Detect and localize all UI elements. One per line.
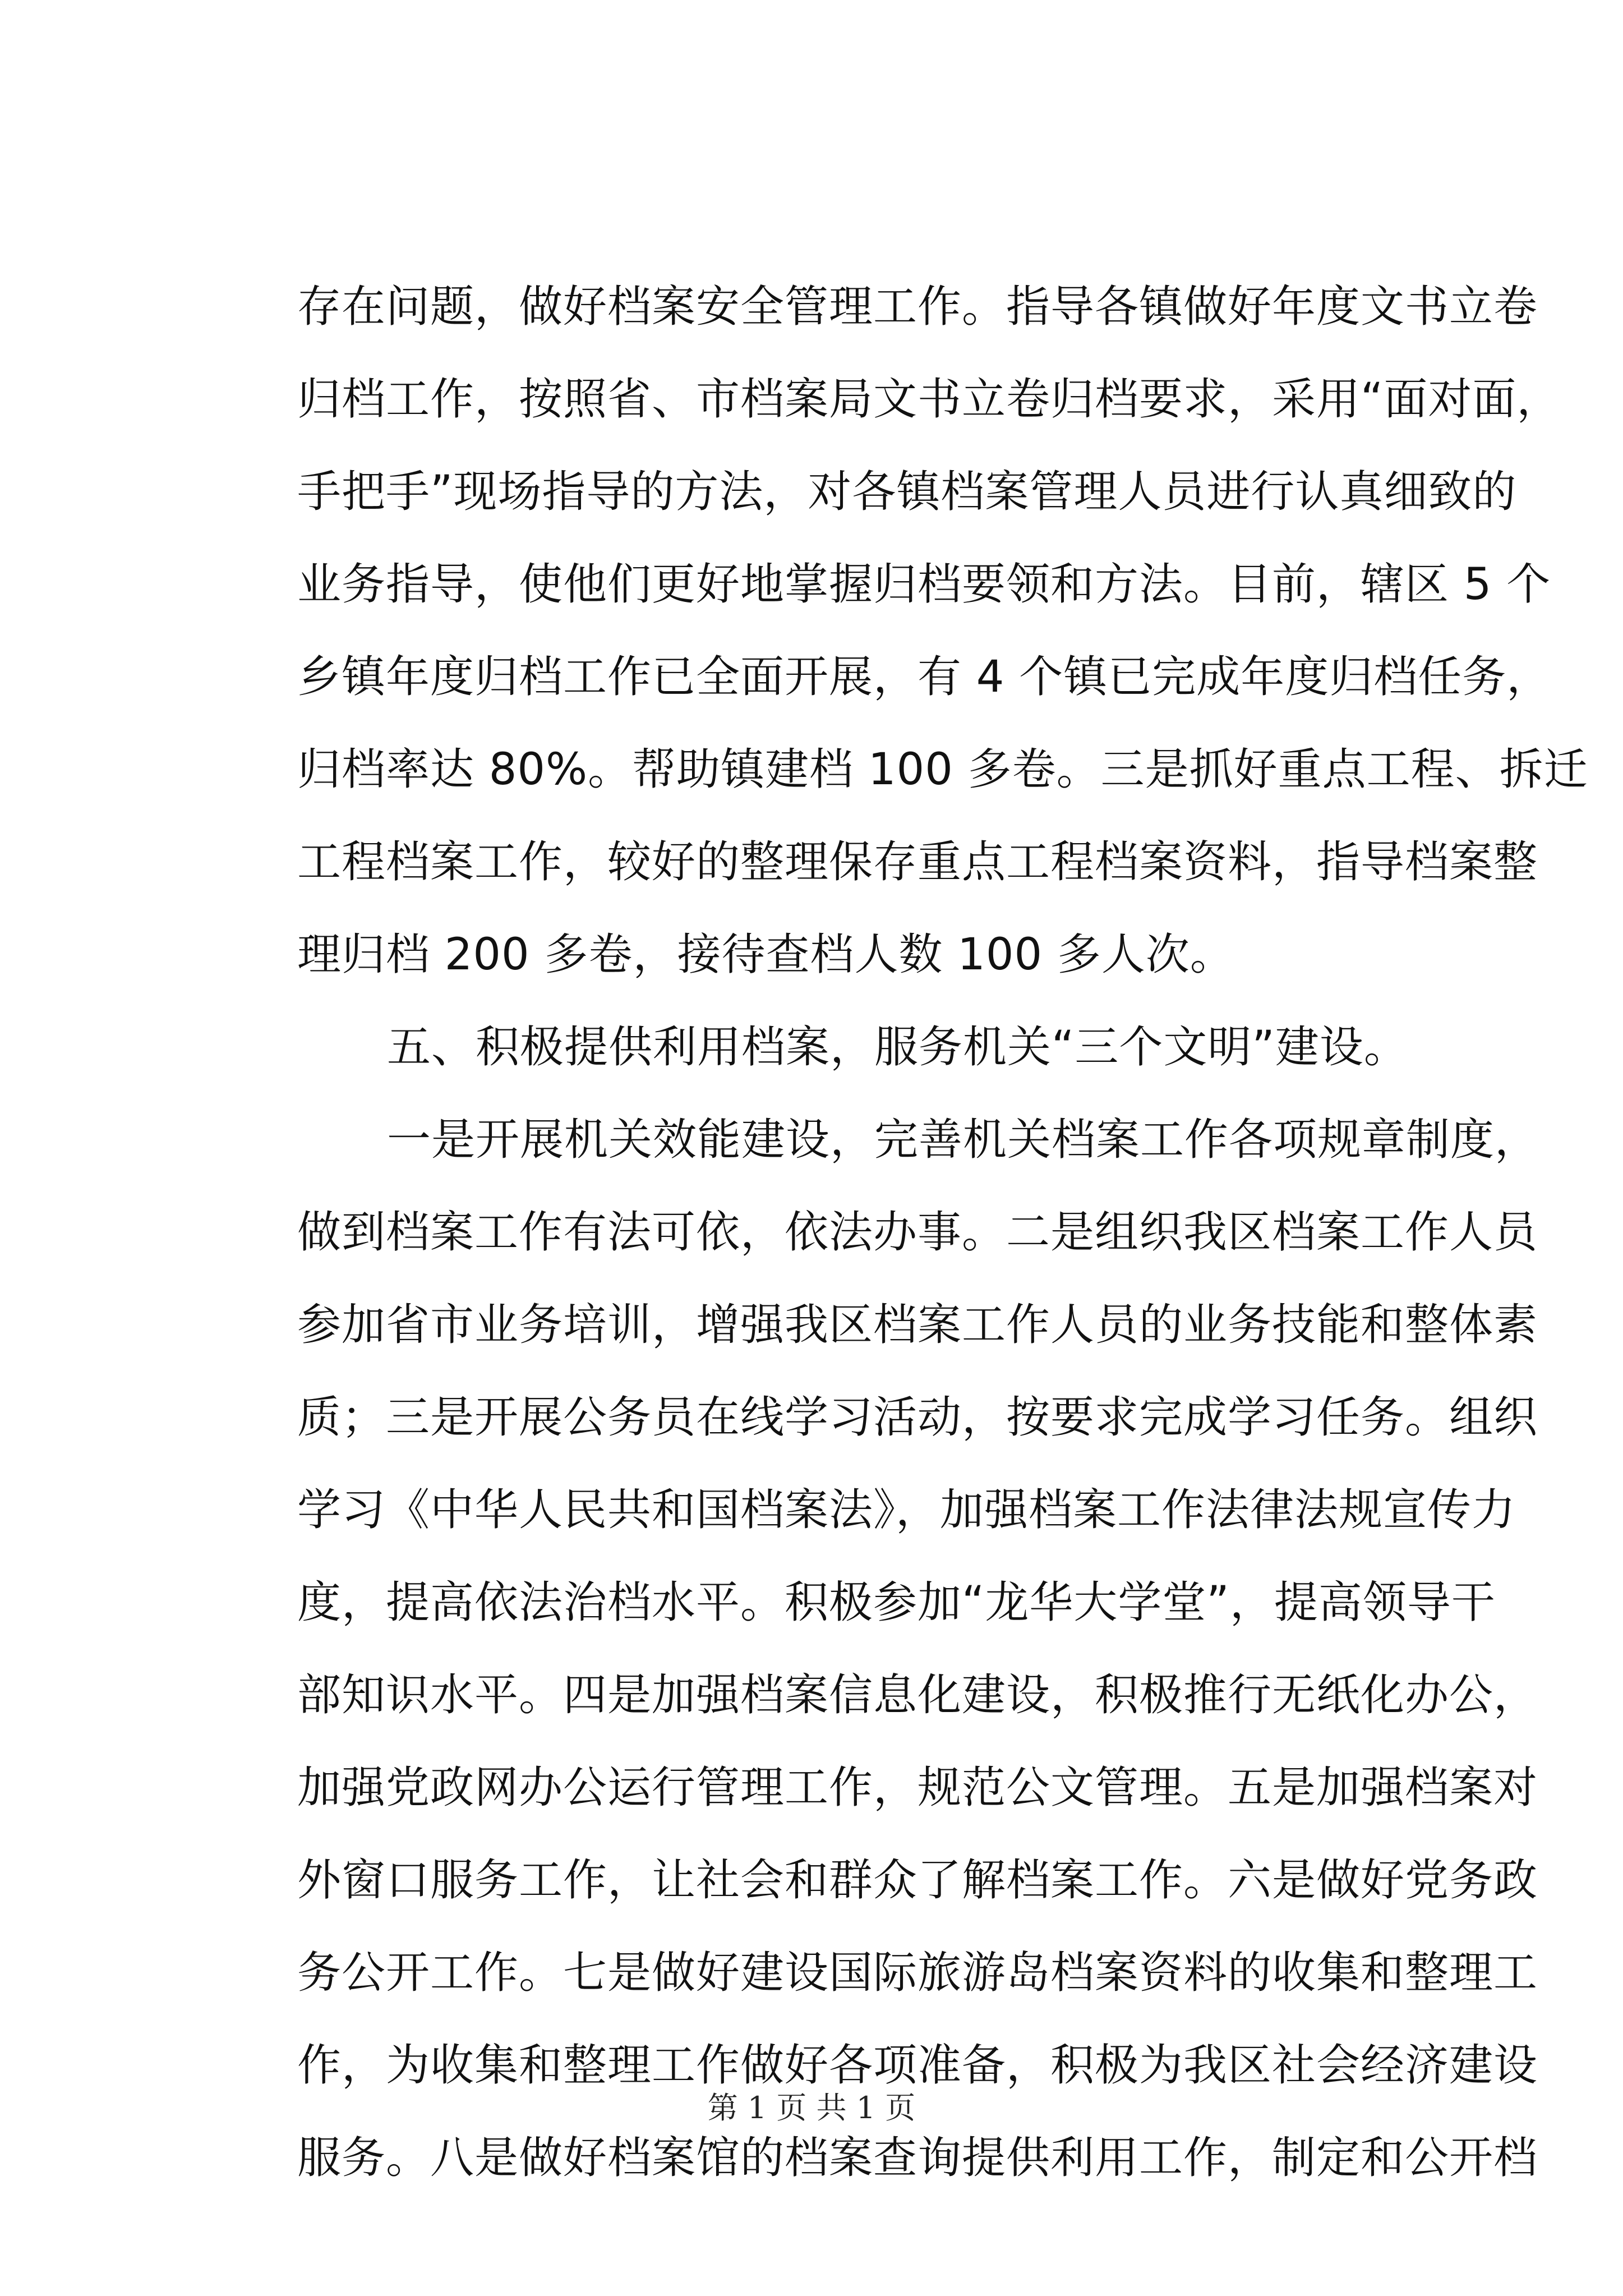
text-line: 度，提高依法治档水平。积极参加“龙华大学堂”，提高领导干	[297, 1577, 1496, 1628]
text-line: 作，为收集和整理工作做好各项准备，积极为我区社会经济建设	[297, 2040, 1538, 2091]
text-line: 外窗口服务工作，让社会和群众了解档案工作。六是做好党务政	[297, 1855, 1538, 1906]
text-line: 归档率达 80%。帮助镇建档 100 多卷。三是抓好重点工程、拆迁	[297, 744, 1588, 795]
page-footer: 第 1 页 共 1 页	[707, 2090, 916, 2125]
section-heading: 五、积极提供利用档案，服务机关“三个文明”建设。	[387, 1022, 1408, 1073]
text-line: 工程档案工作，较好的整理保存重点工程档案资料，指导档案整	[297, 837, 1538, 887]
text-line: 参加省市业务培训，增强我区档案工作人员的业务技能和整体素	[297, 1300, 1538, 1350]
text-line: 理归档 200 多卷，接待查档人数 100 多人次。	[297, 930, 1234, 980]
text-line: 务公开工作。七是做好建设国际旅游岛档案资料的收集和整理工	[297, 1948, 1538, 1998]
text-line: 存在问题，做好档案安全管理工作。指导各镇做好年度文书立卷	[297, 282, 1538, 332]
text-line: 手把手”现场指导的方法，对各镇档案管理人员进行认真细致的	[297, 467, 1517, 517]
text-line: 学习《中华人民共和国档案法》，加强档案工作法律法规宣传力	[297, 1485, 1516, 1535]
text-line: 做到档案工作有法可依，依法办事。二是组织我区档案工作人员	[297, 1207, 1538, 1258]
text-line: 业务指导，使他们更好地掌握归档要领和方法。目前，辖区 5 个	[297, 559, 1551, 610]
text-line: 归档工作，按照省、市档案局文书立卷归档要求，采用“面对面，	[297, 374, 1561, 425]
text-line: 服务。八是做好档案馆的档案查询提供利用工作，制定和公开档	[297, 2133, 1538, 2183]
document-body	[297, 261, 1588, 2205]
text-line: 质；三是开展公务员在线学习活动，按要求完成学习任务。组织	[297, 1392, 1538, 1443]
text-line: 部知识水平。四是加强档案信息化建设，积极推行无纸化办公，	[297, 1670, 1538, 1720]
text-line: 加强党政网办公运行管理工作，规范公文管理。五是加强档案对	[297, 1763, 1538, 1813]
text-line: 一是开展机关效能建设，完善机关档案工作各项规章制度，	[387, 1115, 1539, 1165]
text-line: 乡镇年度归档工作已全面开展，有 4 个镇已完成年度归档任务，	[297, 652, 1551, 702]
